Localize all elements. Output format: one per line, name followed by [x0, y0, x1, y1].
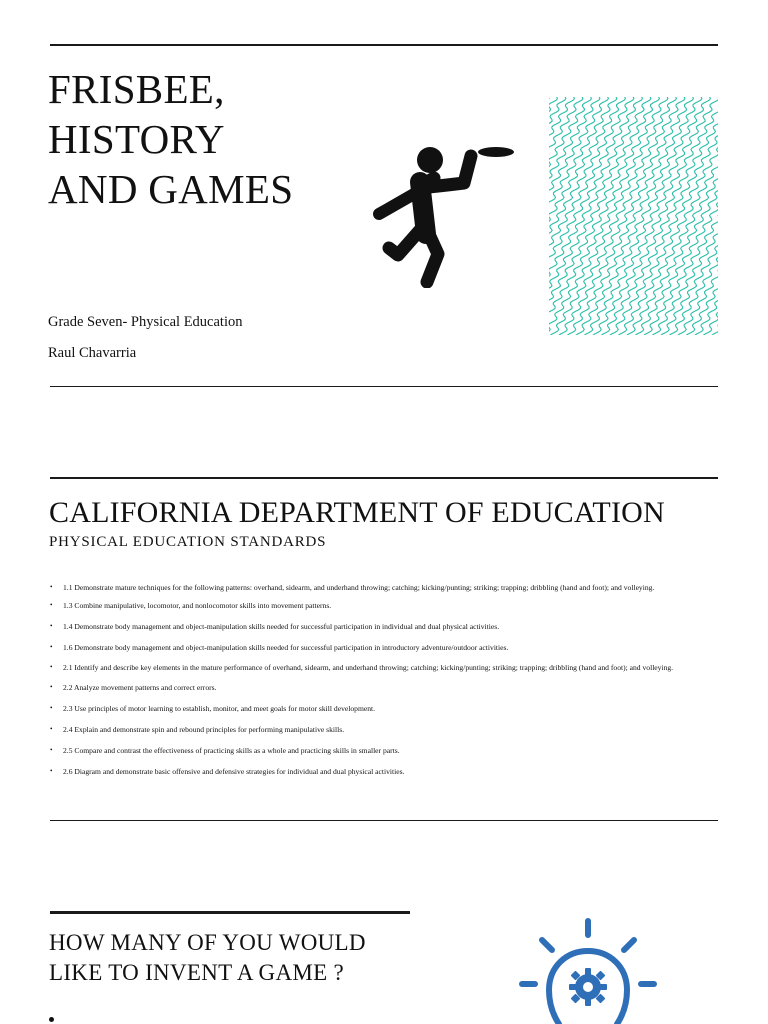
standard-item: • 2.3 Use principles of motor learning to establish, monitor, and meet goals for motor skill development. [49, 703, 713, 714]
title-line-3: AND GAMES [48, 166, 294, 212]
author-name: Raul Chavarria [48, 345, 137, 361]
question-line-2: LIKE TO INVENT A GAME ? [49, 960, 345, 985]
standards-top-rule [50, 477, 718, 479]
standards-title: CALIFORNIA DEPARTMENT OF EDUCATION [49, 496, 665, 529]
bullet-dot [49, 1017, 54, 1022]
standard-item: • 2.5 Compare and contrast the effectiveness of practicing skills as a whole and practicing skills in smaller parts. [49, 745, 713, 756]
standard-item: • 1.6 Demonstrate body management and object-manipulation skills needed for successful participation in introductory adventure/outdoor activities. [49, 642, 713, 653]
standard-item: • 2.6 Diagram and demonstrate basic offensive and defensive strategies for individual and dual physical activities. [49, 766, 713, 777]
top-rule [50, 44, 718, 46]
standard-item: • 1.3 Combine manipulative, locomotor, and nonlocomotor skills into movement patterns. [49, 600, 713, 611]
question-top-rule [50, 911, 410, 914]
title-line-2: HISTORY [48, 116, 225, 162]
wave-line [549, 97, 647, 335]
standard-item: • 2.1 Identify and describe key elements in the mature performance of overhand, sidearm, and underhand throwing; catching; kicking/punting; striking; trapping; dribbling (hand and foot); and volleying. [49, 662, 713, 673]
question-bullet [49, 1014, 489, 1024]
wave-line [549, 97, 596, 335]
title-line-1: FRISBEE, [48, 66, 225, 112]
standards-list [49, 582, 713, 777]
standard-item: • 2.2 Analyze movement patterns and correct errors. [49, 682, 713, 693]
page-title [48, 64, 293, 214]
course-subtitle: Grade Seven- Physical Education [48, 314, 243, 330]
standard-item: • 1.1 Demonstrate mature techniques for the following patterns: overhand, sidearm, and underhand throwing; catching; kicking/punting; striking; trapping; dribbling (hand and foot); and volleying. [49, 582, 713, 593]
question-line-1: HOW MANY OF YOU WOULD [49, 930, 366, 955]
cover-bottom-rule [50, 386, 718, 387]
wave-pattern [549, 97, 718, 335]
question-title [49, 928, 366, 988]
standard-item: • 1.4 Demonstrate body management and object-manipulation skills needed for successful participation in individual and dual physical activities. [49, 621, 713, 632]
lightbulb-gear-icon [515, 915, 661, 1024]
standards-bottom-rule [50, 820, 718, 821]
standards-subtitle: PHYSICAL EDUCATION STANDARDS [49, 534, 327, 550]
standard-item: • 2.4 Explain and demonstrate spin and rebound principles for performing manipulative skills. [49, 724, 713, 735]
frisbee-thrower-icon [368, 142, 518, 288]
